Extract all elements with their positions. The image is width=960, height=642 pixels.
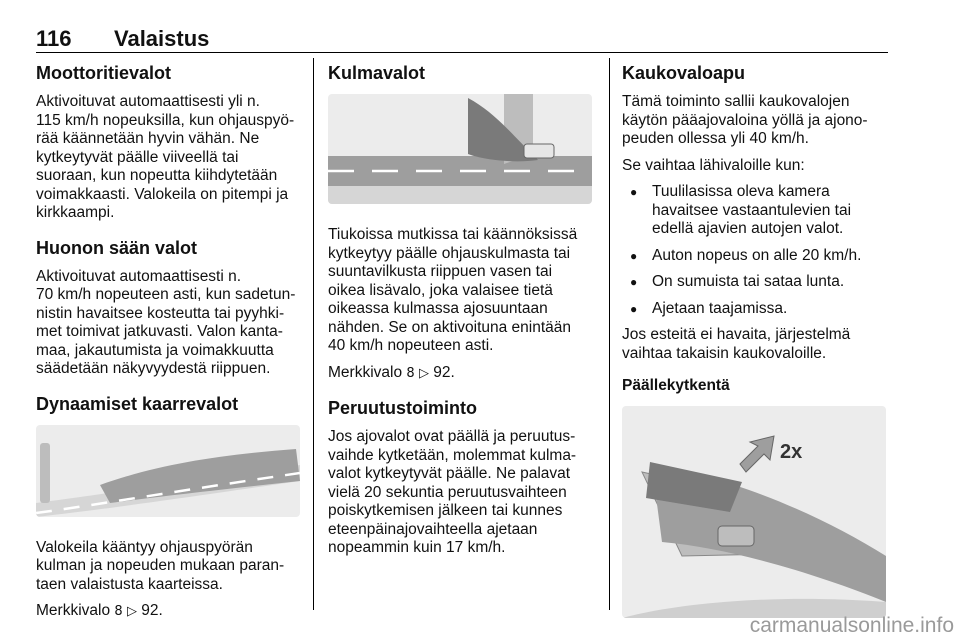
reference-text: Merkkivalo xyxy=(36,602,111,619)
indicator-reference xyxy=(328,364,592,384)
heading-high-beam-assist: Kaukovaloapu xyxy=(622,63,746,83)
column-3 xyxy=(622,62,888,640)
reference-page[interactable]: 92. xyxy=(141,602,163,619)
text-line: voimakkaasti. Valokeila on pitempi ja xyxy=(36,185,289,203)
column-1 xyxy=(36,62,304,630)
paragraph-high-beam-outro xyxy=(622,326,888,363)
paragraph-cornering-lights xyxy=(328,226,592,356)
heading-reverse-function: Peruutustoiminto xyxy=(328,398,477,418)
text-line: nistin havaitsee kosteutta tai pyyhki- xyxy=(36,304,285,322)
column-2 xyxy=(328,62,592,566)
text-line: oikea lisävalo, joka valaisee tietä xyxy=(328,281,553,299)
text-line: Jos esteitä ei havaita, järjestelmä xyxy=(622,326,851,343)
indicator-reference xyxy=(36,602,304,622)
text-line: suuntavilkusta riippuen vasen tai xyxy=(328,263,553,280)
text-line: kytkeytyy päälle ohjauskulmasta tai xyxy=(328,244,571,262)
text-line: käytön pääajovaloina yöllä ja ajono- xyxy=(622,111,868,129)
text-line: taen valaistusta kaarteissa. xyxy=(36,575,223,593)
text-line: poiskytkemisen jälkeen tai kunnes xyxy=(328,502,563,519)
page-header xyxy=(36,26,888,53)
stalk-switch-illustration xyxy=(622,406,886,618)
text-line: Valokeila kääntyy ohjauspyörän xyxy=(36,538,253,556)
condition-list xyxy=(622,183,888,318)
text-line: Aktivoituvat automaattisesti yli n. xyxy=(36,93,260,110)
chapter-title: Valaistus xyxy=(114,26,210,51)
list-item xyxy=(622,300,888,319)
text-line: havaitsee vastaantulevien tai xyxy=(652,201,852,219)
text-line: eteenpäinajovaihteella ajetaan xyxy=(328,520,538,538)
text-line: nähden. Se on aktivoituna enintään xyxy=(328,318,572,336)
curve-light-illustration xyxy=(36,425,300,517)
heading-motorway-lights: Moottoritievalot xyxy=(36,63,171,83)
text-line: valot kytkeytyvät päälle. Ne palavat xyxy=(328,465,571,482)
text-line: kulman ja nopeuden mukaan paran- xyxy=(36,557,285,574)
text-line: 115 km/h nopeuksilla, kun ohjauspyö- xyxy=(36,111,295,129)
text-line: suoraan, kun nopeutta kiihdytetään xyxy=(36,167,278,184)
column-divider-right xyxy=(609,58,610,610)
paragraph-switch-condition: Se vaihtaa lähivaloille kun: xyxy=(622,156,805,174)
text-line: kytkeytyvät päälle viiveellä tai xyxy=(36,148,239,166)
text-line: peuden ollessa yli 40 km/h. xyxy=(622,130,809,147)
heading-bad-weather-lights: Huonon sään valot xyxy=(36,237,198,258)
text-line: met toimivat jatkuvasti. Valon kanta- xyxy=(36,323,283,340)
text-line: edellä ajavien autojen valot. xyxy=(652,220,844,237)
page-reference-arrow-icon: ▷ xyxy=(418,365,429,381)
paragraph-motorway-lights xyxy=(36,93,304,223)
list-item xyxy=(622,183,888,239)
text-line: Tiukoissa mutkissa tai käännöksissä xyxy=(328,226,578,243)
paragraph-high-beam-intro xyxy=(622,93,888,149)
text-line: nopeammin kuin 17 km/h. xyxy=(328,539,506,556)
text-line: vaihde kytketään, molemmat kulma- xyxy=(328,446,577,464)
text-line: maa, jakautumista ja voimakkuutta xyxy=(36,341,274,359)
column-divider-left xyxy=(313,58,314,610)
text-line: ● Ajetaan taajamissa. xyxy=(652,299,788,317)
text-line: Jos ajovalot ovat päällä ja peruutus- xyxy=(328,428,576,445)
text-line: vaihtaa takaisin kaukovaloille. xyxy=(622,344,827,362)
cornering-light-illustration xyxy=(328,94,592,204)
list-item xyxy=(622,247,888,266)
page-number: 116 xyxy=(36,26,72,51)
text-line: rää käännetään hyvin vähän. Ne xyxy=(36,130,260,147)
figure-label-2x: 2x xyxy=(780,440,803,463)
text-line: 70 km/h nopeuteen asti, kun sadetun- xyxy=(36,286,296,303)
heading-dynamic-curve-lights: Dynaamiset kaarrevalot xyxy=(36,393,239,414)
text-line: Tämä toiminto sallii kaukovalojen xyxy=(622,93,850,110)
list-item xyxy=(622,273,888,292)
page-reference-arrow-icon: ▷ xyxy=(126,604,137,619)
subheading-activation: Päällekytkentä xyxy=(622,377,730,394)
high-beam-indicator-icon: 8 xyxy=(406,365,415,381)
paragraph-bad-weather-lights xyxy=(36,268,304,379)
paragraph-reverse-function xyxy=(328,428,592,558)
text-line: säädetään näkyvyydestä riippuen. xyxy=(36,360,271,377)
reference-text: Merkkivalo xyxy=(328,363,403,381)
text-line: 40 km/h nopeuteen asti. xyxy=(328,337,494,354)
text-line: vielä 20 sekuntia peruutusvaihteen xyxy=(328,483,567,501)
text-line: Aktivoituvat automaattisesti n. xyxy=(36,267,242,285)
watermark: carmanualsonline.info xyxy=(749,614,954,637)
high-beam-indicator-icon: 8 xyxy=(114,604,123,619)
text-line: oikeassa kulmassa ajosuuntaan xyxy=(328,300,548,317)
text-line: ● On sumuista tai sataa lunta. xyxy=(652,273,845,290)
text-line: ● Auton nopeus on alle 20 km/h. xyxy=(652,246,862,264)
heading-cornering-lights: Kulmavalot xyxy=(328,63,426,83)
text-line: ● Tuulilasissa oleva kamera xyxy=(652,183,830,200)
text-line: kirkkaampi. xyxy=(36,204,115,221)
paragraph-dynamic-curve-lights xyxy=(36,539,304,595)
reference-page[interactable]: 92. xyxy=(433,363,455,381)
